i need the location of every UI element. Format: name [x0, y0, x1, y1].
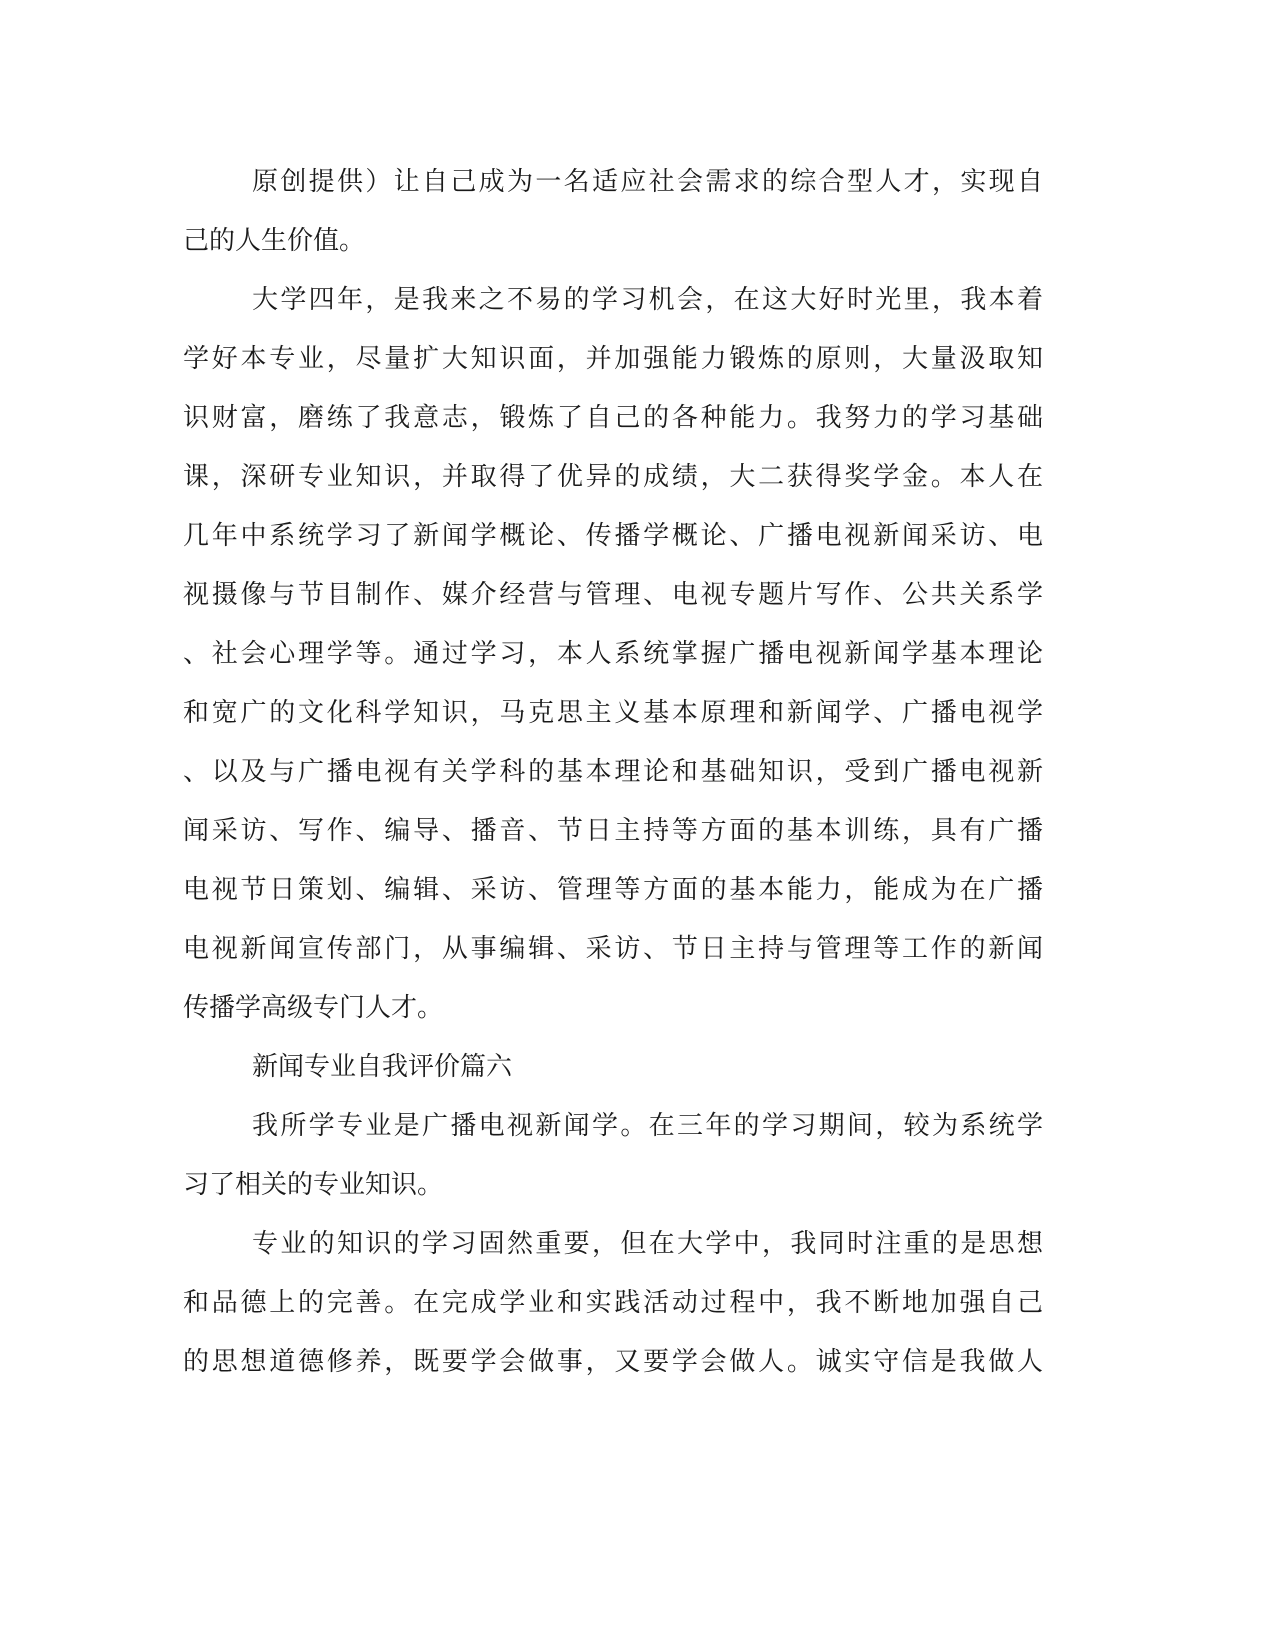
text-line: 习了相关的专业知识。 — [183, 1170, 444, 1200]
text-line: 的思想道德修养，既要学会做事，又要学会做人。诚实守信是我做人 — [183, 1347, 1043, 1377]
text-line: 闻采访、写作、编导、播音、节日主持等方面的基本训练，具有广播 — [183, 816, 1043, 846]
text-line: 和品德上的完善。在完成学业和实践活动过程中，我不断地加强自己 — [183, 1288, 1043, 1318]
text-line: 传播学高级专门人才。 — [183, 993, 444, 1023]
text-line: 几年中系统学习了新闻学概论、传播学概论、广播电视新闻采访、电 — [183, 521, 1043, 551]
text-line: 新闻专业自我评价篇六 — [252, 1052, 513, 1082]
text-line: 我所学专业是广播电视新闻学。在三年的学习期间，较为系统学 — [252, 1111, 1043, 1141]
text-line: 课，深研专业知识，并取得了优异的成绩，大二获得奖学金。本人在 — [183, 462, 1043, 492]
text-line: 电视新闻宣传部门，从事编辑、采访、节日主持与管理等工作的新闻 — [183, 934, 1043, 964]
text-line: 、以及与广播电视有关学科的基本理论和基础知识，受到广播电视新 — [183, 757, 1043, 787]
text-line: 专业的知识的学习固然重要，但在大学中，我同时注重的是思想 — [252, 1229, 1043, 1259]
text-line: 电视节日策划、编辑、采访、管理等方面的基本能力，能成为在广播 — [183, 875, 1043, 905]
text-line: 己的人生价值。 — [183, 226, 366, 256]
text-line: 视摄像与节目制作、媒介经营与管理、电视专题片写作、公共关系学 — [183, 580, 1043, 610]
text-line: 学好本专业，尽量扩大知识面，并加强能力锻炼的原则，大量汲取知 — [183, 344, 1043, 374]
document-body — [183, 153, 1043, 1392]
text-line: 和宽广的文化科学知识，马克思主义基本原理和新闻学、广播电视学 — [183, 698, 1043, 728]
text-line: 识财富，磨练了我意志，锻炼了自己的各种能力。我努力的学习基础 — [183, 403, 1043, 433]
text-line: 大学四年，是我来之不易的学习机会，在这大好时光里，我本着 — [252, 285, 1043, 315]
text-line: 、社会心理学等。通过学习，本人系统掌握广播电视新闻学基本理论 — [183, 639, 1043, 669]
text-line: 原创提供）让自己成为一名适应社会需求的综合型人才，实现自 — [252, 167, 1043, 197]
